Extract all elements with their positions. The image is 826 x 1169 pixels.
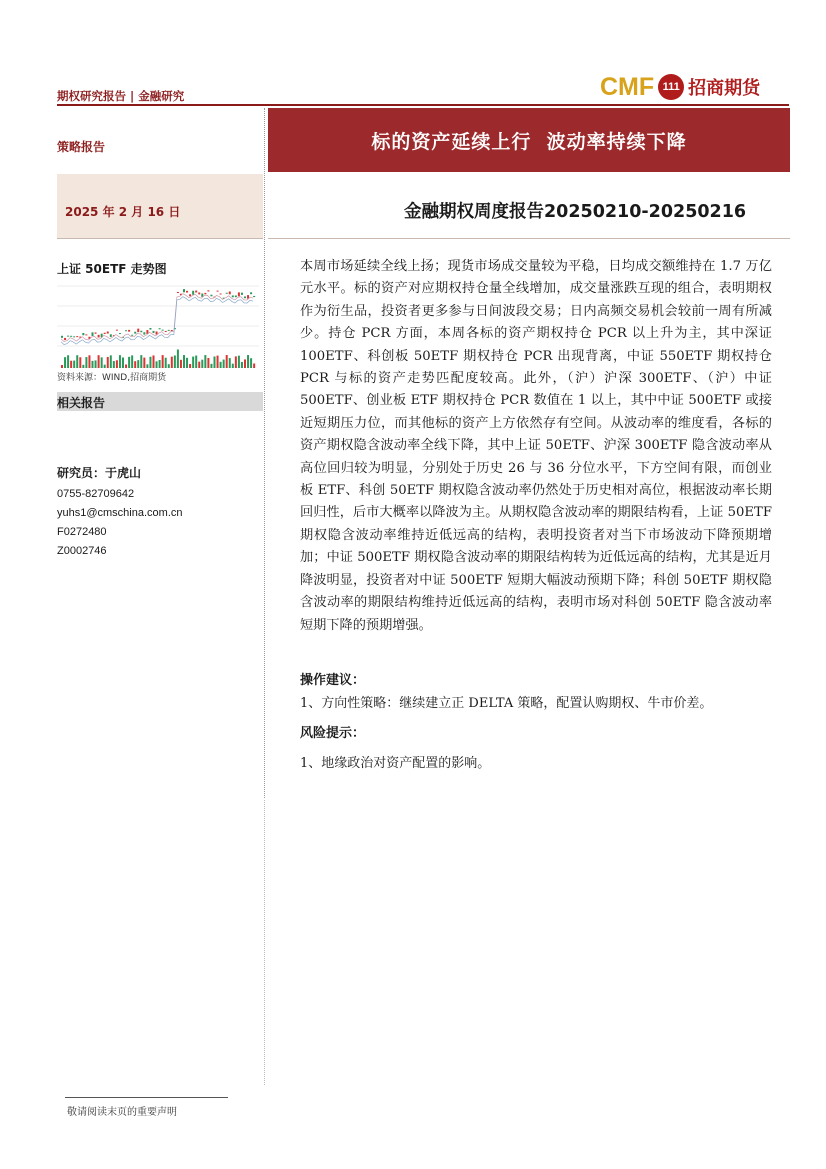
chart-volume-bar: [76, 355, 78, 368]
chart-candle: [98, 335, 100, 338]
chart-volume-bar: [165, 358, 167, 368]
chart-candle: [177, 292, 179, 293]
chart-candle: [125, 330, 127, 331]
chart-volume-bar: [171, 357, 173, 368]
chart-candle: [253, 296, 255, 297]
risk-item: 1、地缘政治对资产配置的影响。: [300, 756, 491, 771]
chart-volume-bar: [244, 359, 246, 368]
chart-volume-bar: [210, 364, 212, 368]
chart-candle: [61, 336, 63, 338]
chart-volume-bar: [92, 361, 94, 368]
report-category: 策略报告: [57, 140, 106, 154]
chart-candle: [76, 336, 78, 337]
chart-candle: [241, 293, 243, 295]
analyst-email: yuhs1@cmschina.com.cn: [57, 507, 183, 519]
chart-volume-bar: [174, 355, 176, 368]
chart-volume-bar: [64, 357, 66, 368]
logo-badge-icon: 111: [658, 74, 684, 100]
chart-volume-bar: [149, 357, 151, 368]
chart-volume-bar: [119, 355, 121, 368]
chart-ma-line: [61, 294, 253, 342]
chart-volume-bar: [140, 355, 142, 368]
chart-candle: [204, 293, 206, 294]
chart-candle: [189, 294, 191, 296]
report-date: 2025 年 2 月 16 日: [65, 205, 181, 219]
chart-volume-bar: [232, 364, 234, 368]
chart-volume-bar: [183, 355, 185, 368]
chart-candle: [64, 338, 66, 340]
subtitle-divider: [268, 238, 790, 239]
chart-candle: [92, 332, 94, 336]
chart-candle: [153, 331, 155, 333]
analyst-license-z: Z0002746: [57, 545, 107, 557]
chart-candle: [159, 328, 161, 329]
chart-volume-bar: [162, 355, 164, 368]
chart-candle: [220, 293, 222, 294]
chart-volume-bar: [186, 358, 188, 368]
chart-volume-bar: [201, 360, 203, 368]
chart-candle: [119, 333, 121, 334]
chart-candle: [244, 296, 246, 298]
chart-candle: [95, 332, 97, 333]
summary-paragraph: 本周市场延续全线上扬；现货市场成交量较为平稳，日均成交额维持在 1.7 万亿元水平。标的资产对应期权持仓量全线增加，成交量涨跌互现的组合，表明期权作为衍生品，投资者更多参与日间波段交易；日内高频交易机会较前一周有所减少。持仓 PCR 方面，本周各标的资产期权持仓 PCR 以上升为主，其中深证 100ETF、科创板 50ETF 期权持仓 PCR 出现背离，中证 550ETF 期权持仓 PCR 与标的资产走势匹配度较高。此外，（沪）沪深 300ETF、（沪）中证 500ETF、创业板 ETF 期权持仓 PCR 数值在 1 以上，其中中证 500ETF 或接近短期压力位，而其他标的资产上方依然存有空间。从波动率的维度看，各标的资产期权隐含波动率全线下降，其中上证 50ETF、沪深 300ETF 隐含波动率从高位回归较为明显，分别处于历史 26 与 36 分位水平，下方空间有限，而创业板 ETF、科创 50ETF 期权隐含波动率仍然处于历史相对高位，根据波动率长期回归性，后市大概率以降波为主。从期权隐含波动率的期限结构看，上证 50ETF 期权隐含波动率维持近低远高的结构，表明投资者对当下市场波动下降预期增加；中证 500ETF 期权隐含波动率的期限结构转为近低远高的结构，尤其是近月降波明显，投资者对中证 500ETF 短期大幅波动预期下降；科创 50ETF 期权隐含波动率的期限结构维持近低远高的结构，表明市场对科创 50ETF 隐含波动率短期下降的预期增强。: [300, 259, 772, 633]
chart-candle: [226, 293, 228, 294]
column-divider: [264, 108, 266, 798]
chart-volume-bar: [113, 361, 115, 368]
chart-candle: [238, 292, 240, 296]
chart-volume-bar: [104, 365, 106, 368]
chart-candle: [186, 291, 188, 293]
chart-candle: [195, 291, 197, 293]
chart-candle: [85, 334, 87, 335]
chart-candle: [229, 291, 231, 294]
chart-volume-bar: [73, 361, 75, 368]
chart-volume-bar: [223, 360, 225, 368]
chart-volume-bar: [250, 358, 252, 368]
chart-candle: [192, 291, 194, 295]
chart-volume-bar: [235, 356, 237, 368]
chart-volume-bar: [122, 357, 124, 368]
sidebar-divider: [57, 238, 263, 239]
chart-candle: [110, 334, 112, 337]
summary-text: [300, 256, 772, 637]
chart-volume-bar: [204, 355, 206, 368]
chart-volume-bar: [79, 357, 81, 368]
analyst-license-f: F0272480: [57, 526, 107, 538]
company-logo: [600, 70, 760, 104]
chart-candle: [183, 289, 185, 292]
chart-volume-bar: [241, 362, 243, 368]
chart-volume-bar: [177, 350, 179, 368]
chart-volume-bar: [82, 365, 84, 368]
chart-volume-bar: [198, 362, 200, 368]
chart-candle: [143, 332, 145, 334]
chart-candle: [128, 330, 130, 332]
operation-title: 操作建议：: [300, 673, 366, 688]
chart-candle: [149, 328, 151, 330]
report-type: 期权研究报告 | 金融研究: [57, 89, 185, 103]
chart-volume-bar: [207, 358, 209, 368]
risk-title: 风险提示：: [300, 726, 366, 741]
chart-volume-bar: [67, 355, 69, 368]
chart-volume-bar: [107, 357, 109, 368]
chart-volume-bar: [101, 357, 103, 368]
chart-volume-bar: [195, 356, 197, 368]
chart-volume-bar: [153, 355, 155, 368]
chart-volume-bar: [125, 364, 127, 368]
etf-trend-chart-image: [57, 276, 259, 370]
chart-candle: [235, 295, 237, 297]
report-title-banner: [268, 108, 790, 172]
chart-volume-bar: [146, 364, 148, 368]
chart-candle: [198, 293, 200, 295]
chart-candle: [82, 333, 84, 335]
chart-candle: [168, 330, 170, 331]
chart-volume-bar: [217, 356, 219, 368]
chart-candle: [137, 329, 139, 332]
chart-candle: [116, 330, 118, 331]
column-divider-lower: [264, 800, 266, 1085]
chart-volume-bar: [131, 355, 133, 368]
chart-candle: [207, 290, 209, 291]
chart-candle: [162, 330, 164, 331]
chart-volume-bar: [137, 360, 139, 368]
chart-candle: [165, 331, 167, 332]
analyst-name: 研究员：于虎山: [57, 466, 142, 480]
chart-volume-bar: [98, 355, 100, 368]
chart-volume-bar: [180, 360, 182, 368]
chart-volume-bar: [214, 356, 216, 368]
chart-volume-bar: [61, 365, 63, 368]
chart-candle: [70, 336, 72, 337]
chart-volume-bar: [156, 361, 158, 368]
chart-volume-bar: [189, 364, 191, 368]
chart-volume-bar: [70, 361, 72, 368]
chart-source: 资料来源：WIND,招商期货: [57, 373, 167, 383]
chart-volume-bar: [95, 360, 97, 368]
analyst-phone: 0755-82709642: [57, 488, 135, 500]
chart-candle: [67, 336, 69, 337]
chart-title: 上证 50ETF 走势图: [57, 262, 167, 276]
chart-volume-bar: [88, 355, 90, 368]
chart-volume-bar: [253, 363, 255, 368]
chart-candle: [73, 336, 75, 337]
chart-volume-bar: [226, 355, 228, 368]
footer-disclaimer: 敬请阅读末页的重要声明: [67, 1107, 177, 1118]
chart-volume-bar: [247, 355, 249, 368]
chart-volume-bar: [220, 362, 222, 368]
chart-candle: [250, 292, 252, 294]
chart-volume-bar: [128, 357, 130, 368]
chart-volume-bar: [134, 361, 136, 368]
chart-volume-bar: [143, 358, 145, 368]
operation-item: 1、方向性策略：继续建立正 DELTA 策略，配置认购期权、牛市价差。: [300, 696, 713, 711]
chart-volume-bar: [159, 360, 161, 368]
chart-candle: [140, 331, 142, 333]
chart-candle: [107, 331, 109, 333]
chart-candle: [134, 332, 136, 334]
chart-candle: [232, 295, 234, 297]
chart-volume-bar: [85, 357, 87, 368]
chart-volume-bar: [229, 358, 231, 368]
related-reports-title: 相关报告: [57, 396, 106, 410]
report-title: 标的资产延续上行 波动率持续下降: [371, 130, 687, 153]
chart-candle: [217, 291, 219, 292]
report-subtitle: 金融期权周度报告20250210-20250216: [404, 202, 747, 222]
chart-candle: [210, 295, 212, 297]
chart-volume-bar: [116, 360, 118, 368]
chart-candle: [104, 333, 106, 334]
chart-volume-bar: [110, 355, 112, 368]
header-divider: [57, 104, 789, 106]
logo-cmf-text: CMF: [600, 72, 655, 101]
logo-company-name: 招商期货: [688, 78, 761, 99]
chart-volume-bar: [192, 357, 194, 368]
chart-volume-bar: [168, 364, 170, 368]
chart-candle: [131, 335, 133, 336]
chart-candle: [171, 330, 173, 331]
chart-volume-bar: [238, 356, 240, 368]
footer-divider: [65, 1097, 228, 1098]
